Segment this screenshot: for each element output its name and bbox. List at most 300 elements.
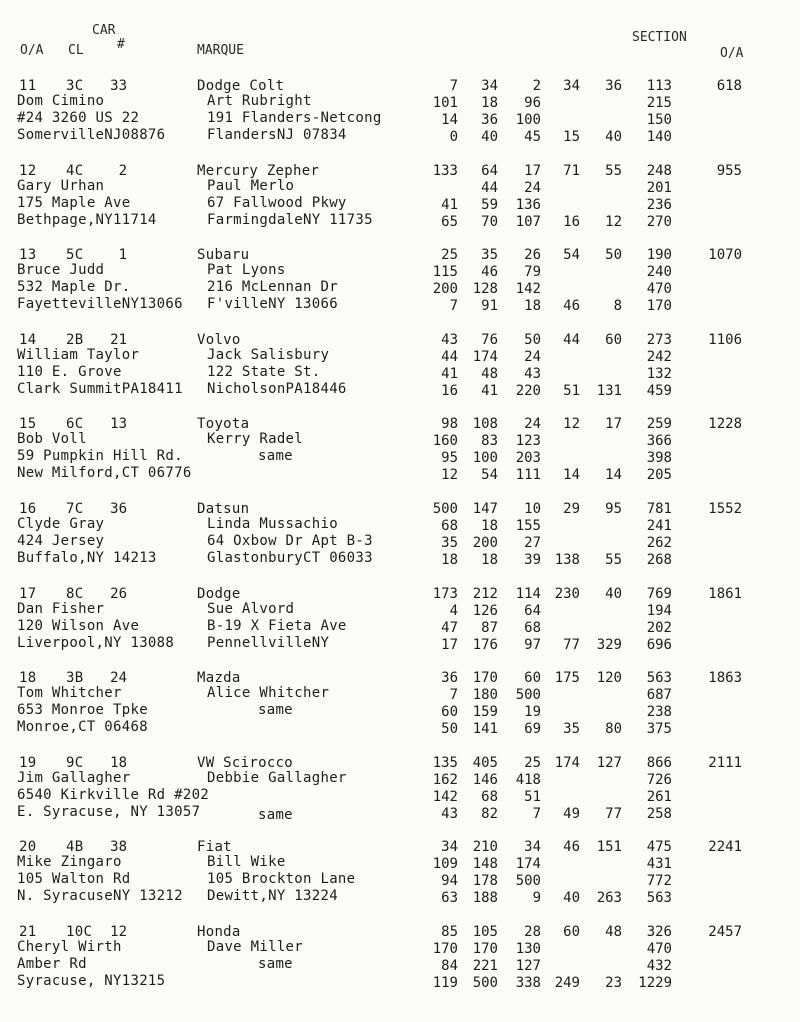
section-score: 94 [441, 873, 458, 889]
overall-position: 18 [19, 670, 37, 686]
class-code: 7C [66, 501, 84, 517]
section-score: 7 [449, 687, 458, 703]
navigator-line: Debbie Gallagher [207, 770, 347, 786]
section-score: 263 [596, 890, 622, 906]
driver-line: Liverpool,NY 13088 [17, 635, 175, 651]
marque: Volvo [197, 332, 241, 348]
header-marque: MARQUE [197, 43, 244, 58]
section-score: 130 [515, 941, 541, 957]
section-score: 49 [563, 806, 580, 822]
section-score: 50 [524, 332, 541, 348]
section-total: 170 [646, 298, 672, 314]
section-total: 375 [646, 721, 672, 737]
car-number: 21 [110, 332, 127, 348]
driver-line: 59 Pumpkin Hill Rd. [17, 448, 183, 464]
overall-position: 17 [19, 586, 37, 602]
section-score: 12 [563, 416, 580, 432]
section-score: 60 [605, 332, 622, 348]
section-score: 7 [449, 78, 458, 94]
section-score: 24 [524, 349, 541, 365]
class-code: 8C [66, 586, 84, 602]
section-score: 44 [481, 180, 498, 196]
navigator-line: 67 Fallwood Pkwy [207, 195, 347, 211]
driver-line: Gary Urhan [17, 178, 105, 194]
section-score: 68 [524, 620, 541, 636]
section-score: 44 [563, 332, 580, 348]
section-score: 85 [441, 924, 458, 940]
marque: VW Scirocco [197, 755, 294, 771]
section-score: 96 [524, 95, 541, 111]
car-number: 26 [110, 586, 127, 602]
driver-line: Clyde Gray [17, 516, 105, 532]
section-score: 151 [596, 839, 622, 855]
section-total: 202 [646, 620, 672, 636]
overall-total: 2111 [708, 755, 742, 771]
overall-position: 15 [19, 416, 37, 432]
section-score: 123 [515, 433, 541, 449]
car-number: 13 [110, 416, 127, 432]
header-section: SECTION [632, 30, 687, 45]
section-score: 36 [481, 112, 498, 128]
driver-line: New Milford,CT 06776 [17, 465, 192, 481]
section-score: 46 [563, 298, 580, 314]
section-score: 16 [441, 383, 458, 399]
section-score: 47 [441, 620, 458, 636]
section-score: 76 [481, 332, 498, 348]
section-total: 236 [646, 197, 672, 213]
section-score: 212 [472, 586, 498, 602]
section-score: 79 [524, 264, 541, 280]
driver-line: 424 Jersey [17, 533, 105, 549]
section-score: 12 [605, 214, 622, 230]
marque: Mercury Zepher [197, 163, 320, 179]
class-code: 4C [66, 163, 84, 179]
section-score: 249 [554, 975, 580, 991]
section-score: 14 [605, 467, 622, 483]
class-code: 3B [66, 670, 84, 686]
section-score: 0 [449, 129, 458, 145]
driver-line: Amber Rd [17, 956, 87, 972]
section-score: 176 [472, 637, 498, 653]
section-score: 18 [481, 552, 498, 568]
section-total: 205 [646, 467, 672, 483]
overall-total: 1861 [708, 586, 742, 602]
section-score: 77 [563, 637, 580, 653]
section-score: 40 [481, 129, 498, 145]
marque: Toyota [197, 416, 250, 432]
section-score: 200 [432, 281, 458, 297]
section-total: 190 [646, 247, 672, 263]
section-score: 178 [472, 873, 498, 889]
section-score: 108 [472, 416, 498, 432]
section-total: 242 [646, 349, 672, 365]
car-number: 18 [110, 755, 127, 771]
section-total: 431 [646, 856, 672, 872]
driver-line: Jim Gallagher [17, 770, 131, 786]
section-score: 98 [441, 416, 458, 432]
section-score: 14 [563, 467, 580, 483]
car-number: 36 [110, 501, 127, 517]
section-score: 68 [441, 518, 458, 534]
section-score: 82 [481, 806, 498, 822]
overall-total: 2241 [708, 839, 742, 855]
section-total: 866 [646, 755, 672, 771]
overall-total: 1863 [708, 670, 742, 686]
section-total: 470 [646, 941, 672, 957]
section-score: 174 [554, 755, 580, 771]
section-total: 140 [646, 129, 672, 145]
section-total: 132 [646, 366, 672, 382]
overall-total: 1070 [708, 247, 742, 263]
section-score: 9 [532, 890, 541, 906]
header-car-number-label: # [117, 37, 125, 52]
section-score: 16 [563, 214, 580, 230]
section-score: 40 [605, 586, 622, 602]
section-score: 136 [515, 197, 541, 213]
navigator-line: Dewitt,NY 13224 [207, 888, 338, 904]
navigator-line: Pat Lyons [207, 262, 286, 278]
section-score: 120 [596, 670, 622, 686]
class-code: 5C [66, 247, 84, 263]
section-score: 24 [524, 416, 541, 432]
section-score: 44 [441, 349, 458, 365]
driver-line: 532 Maple Dr. [17, 279, 131, 295]
section-score: 418 [515, 772, 541, 788]
section-score: 36 [605, 78, 622, 94]
overall-total: 618 [716, 78, 742, 94]
section-total: 563 [646, 670, 672, 686]
section-score: 114 [515, 586, 541, 602]
section-score: 60 [563, 924, 580, 940]
section-score: 97 [524, 637, 541, 653]
class-code: 2B [66, 332, 84, 348]
section-score: 40 [605, 129, 622, 145]
overall-position: 14 [19, 332, 37, 348]
section-score: 29 [563, 501, 580, 517]
header-oa-left: O/A [20, 43, 44, 58]
section-score: 170 [432, 941, 458, 957]
driver-line: 120 Wilson Ave [17, 618, 140, 634]
section-score: 51 [524, 789, 541, 805]
section-score: 36 [441, 670, 458, 686]
section-score: 69 [524, 721, 541, 737]
section-total: 241 [646, 518, 672, 534]
section-score: 174 [472, 349, 498, 365]
section-score: 105 [472, 924, 498, 940]
section-score: 405 [472, 755, 498, 771]
section-score: 133 [432, 163, 458, 179]
section-score: 23 [605, 975, 622, 991]
navigator-line: GlastonburyCT 06033 [207, 550, 373, 566]
section-score: 148 [472, 856, 498, 872]
section-score: 41 [441, 366, 458, 382]
section-score: 48 [605, 924, 622, 940]
section-total: 432 [646, 958, 672, 974]
driver-line: Dan Fisher [17, 601, 105, 617]
driver-line: Cheryl Wirth [17, 939, 122, 955]
header-oa-right: O/A [720, 46, 744, 61]
navigator-line: FlandersNJ 07834 [207, 127, 347, 143]
section-score: 34 [524, 839, 541, 855]
navigator-line: same [258, 807, 293, 823]
section-total: 113 [646, 78, 672, 94]
section-score: 55 [605, 163, 622, 179]
section-score: 34 [441, 839, 458, 855]
section-score: 48 [481, 366, 498, 382]
car-number: 1 [118, 247, 127, 263]
driver-line: Syracuse, NY13215 [17, 973, 166, 989]
section-score: 329 [596, 637, 622, 653]
marque: Dodge Colt [197, 78, 285, 94]
section-score: 70 [481, 214, 498, 230]
section-total: 1229 [638, 975, 672, 991]
navigator-line: NicholsonPA18446 [207, 381, 347, 397]
navigator-line: Art Rubright [207, 93, 312, 109]
navigator-line: Sue Alvord [207, 601, 295, 617]
overall-total: 955 [716, 163, 742, 179]
driver-line: Clark SummitPA18411 [17, 381, 183, 397]
section-score: 26 [524, 247, 541, 263]
section-score: 17 [441, 637, 458, 653]
section-score: 91 [481, 298, 498, 314]
section-score: 100 [515, 112, 541, 128]
marque: Dodge [197, 586, 241, 602]
driver-line: Monroe,CT 06468 [17, 719, 148, 735]
section-score: 131 [596, 383, 622, 399]
section-score: 55 [605, 552, 622, 568]
section-score: 500 [472, 975, 498, 991]
driver-line: Bethpage,NY11714 [17, 212, 157, 228]
section-total: 201 [646, 180, 672, 196]
section-score: 111 [515, 467, 541, 483]
section-score: 115 [432, 264, 458, 280]
class-code: 10C [66, 924, 93, 940]
section-score: 83 [481, 433, 498, 449]
driver-line: Buffalo,NY 14213 [17, 550, 157, 566]
section-score: 51 [563, 383, 580, 399]
section-score: 54 [481, 467, 498, 483]
section-score: 17 [524, 163, 541, 179]
section-score: 142 [432, 789, 458, 805]
section-score: 14 [441, 112, 458, 128]
section-total: 194 [646, 603, 672, 619]
navigator-line: PennellvilleNY [207, 635, 330, 651]
section-score: 15 [563, 129, 580, 145]
section-score: 18 [441, 552, 458, 568]
section-score: 64 [524, 603, 541, 619]
section-score: 63 [441, 890, 458, 906]
header-car-label: CAR [92, 23, 116, 38]
section-score: 147 [472, 501, 498, 517]
navigator-line: 105 Brockton Lane [207, 871, 356, 887]
section-score: 25 [441, 247, 458, 263]
section-score: 95 [441, 450, 458, 466]
section-score: 210 [472, 839, 498, 855]
section-total: 475 [646, 839, 672, 855]
section-score: 19 [524, 704, 541, 720]
navigator-line: 216 McLennan Dr [207, 279, 338, 295]
section-score: 27 [524, 535, 541, 551]
navigator-line: FarmingdaleNY 11735 [207, 212, 373, 228]
section-total: 781 [646, 501, 672, 517]
navigator-line: Alice Whitcher [207, 685, 330, 701]
section-score: 162 [432, 772, 458, 788]
section-score: 203 [515, 450, 541, 466]
driver-line: 653 Monroe Tpke [17, 702, 148, 718]
navigator-line: B-19 X Fieta Ave [207, 618, 347, 634]
driver-line: SomervilleNJ08876 [17, 127, 166, 143]
overall-position: 13 [19, 247, 37, 263]
section-score: 141 [472, 721, 498, 737]
navigator-line: Bill Wike [207, 854, 286, 870]
section-score: 109 [432, 856, 458, 872]
navigator-line: same [258, 448, 293, 464]
overall-position: 19 [19, 755, 37, 771]
section-score: 119 [432, 975, 458, 991]
driver-line: William Taylor [17, 347, 140, 363]
section-total: 215 [646, 95, 672, 111]
section-score: 7 [532, 806, 541, 822]
navigator-line: 191 Flanders-Netcong [207, 110, 382, 126]
section-score: 60 [524, 670, 541, 686]
section-total: 696 [646, 637, 672, 653]
overall-position: 21 [19, 924, 37, 940]
driver-line: Bruce Judd [17, 262, 105, 278]
section-score: 35 [563, 721, 580, 737]
overall-position: 20 [19, 839, 37, 855]
class-code: 4B [66, 839, 84, 855]
section-score: 500 [432, 501, 458, 517]
section-score: 146 [472, 772, 498, 788]
section-score: 77 [605, 806, 622, 822]
section-score: 45 [524, 129, 541, 145]
section-total: 772 [646, 873, 672, 889]
driver-line: 110 E. Grove [17, 364, 122, 380]
overall-total: 2457 [708, 924, 742, 940]
section-score: 43 [524, 366, 541, 382]
section-score: 170 [472, 941, 498, 957]
car-number: 38 [110, 839, 127, 855]
section-score: 220 [515, 383, 541, 399]
section-score: 180 [472, 687, 498, 703]
section-score: 500 [515, 873, 541, 889]
section-score: 200 [472, 535, 498, 551]
class-code: 3C [66, 78, 84, 94]
driver-line: Mike Zingaro [17, 854, 122, 870]
section-score: 65 [441, 214, 458, 230]
section-score: 127 [515, 958, 541, 974]
section-total: 238 [646, 704, 672, 720]
car-number: 24 [110, 670, 127, 686]
overall-total: 1552 [708, 501, 742, 517]
overall-position: 11 [19, 78, 37, 94]
section-score: 12 [441, 467, 458, 483]
header-class: CL [68, 43, 84, 58]
driver-line: Dom Cimino [17, 93, 105, 109]
section-score: 188 [472, 890, 498, 906]
overall-position: 16 [19, 501, 37, 517]
section-score: 40 [563, 890, 580, 906]
section-score: 25 [524, 755, 541, 771]
section-score: 39 [524, 552, 541, 568]
section-total: 687 [646, 687, 672, 703]
marque: Subaru [197, 247, 250, 263]
section-score: 87 [481, 620, 498, 636]
marque: Datsun [197, 501, 250, 517]
section-score: 18 [481, 518, 498, 534]
marque: Mazda [197, 670, 241, 686]
section-score: 46 [481, 264, 498, 280]
driver-line: E. Syracuse, NY 13057 [17, 804, 201, 820]
section-total: 726 [646, 772, 672, 788]
navigator-line: Jack Salisbury [207, 347, 330, 363]
section-score: 126 [472, 603, 498, 619]
navigator-line: same [258, 956, 293, 972]
section-score: 500 [515, 687, 541, 703]
section-score: 43 [441, 332, 458, 348]
section-score: 107 [515, 214, 541, 230]
section-score: 160 [432, 433, 458, 449]
section-score: 24 [524, 180, 541, 196]
section-score: 35 [441, 535, 458, 551]
section-score: 17 [605, 416, 622, 432]
navigator-line: Paul Merlo [207, 178, 295, 194]
section-score: 8 [613, 298, 622, 314]
section-score: 142 [515, 281, 541, 297]
section-total: 248 [646, 163, 672, 179]
section-total: 261 [646, 789, 672, 805]
section-score: 43 [441, 806, 458, 822]
section-score: 34 [563, 78, 580, 94]
section-score: 170 [472, 670, 498, 686]
section-score: 175 [554, 670, 580, 686]
section-total: 259 [646, 416, 672, 432]
section-score: 71 [563, 163, 580, 179]
section-score: 60 [441, 704, 458, 720]
overall-position: 12 [19, 163, 37, 179]
section-score: 135 [432, 755, 458, 771]
section-score: 174 [515, 856, 541, 872]
section-score: 28 [524, 924, 541, 940]
overall-total: 1228 [708, 416, 742, 432]
section-score: 230 [554, 586, 580, 602]
section-total: 268 [646, 552, 672, 568]
section-score: 10 [524, 501, 541, 517]
section-score: 127 [596, 755, 622, 771]
section-score: 59 [481, 197, 498, 213]
section-total: 262 [646, 535, 672, 551]
section-score: 41 [441, 197, 458, 213]
section-score: 128 [472, 281, 498, 297]
section-total: 563 [646, 890, 672, 906]
section-score: 50 [441, 721, 458, 737]
navigator-line: 64 Oxbow Dr Apt B-3 [207, 533, 373, 549]
section-score: 101 [432, 95, 458, 111]
marque: Fiat [197, 839, 232, 855]
section-score: 221 [472, 958, 498, 974]
section-score: 54 [563, 247, 580, 263]
section-total: 769 [646, 586, 672, 602]
section-score: 100 [472, 450, 498, 466]
section-total: 470 [646, 281, 672, 297]
section-score: 95 [605, 501, 622, 517]
section-score: 155 [515, 518, 541, 534]
section-score: 68 [481, 789, 498, 805]
section-total: 398 [646, 450, 672, 466]
section-score: 138 [554, 552, 580, 568]
driver-line: 175 Maple Ave [17, 195, 131, 211]
navigator-line: same [258, 702, 293, 718]
